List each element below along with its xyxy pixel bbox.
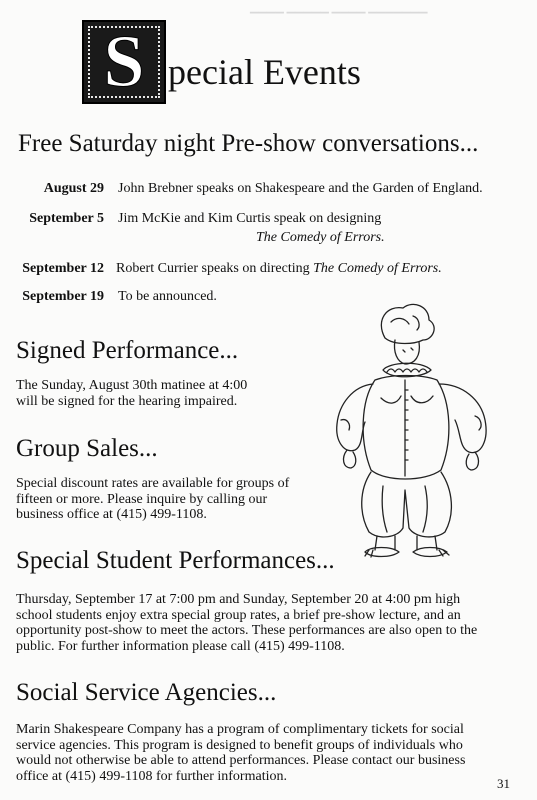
schedule-desc: To be announced. [118, 289, 217, 304]
student-body: Thursday, September 17 at 7:00 pm and Sunday, September 20 at 4:00 pm high school students enjoy extra special group rates, a brief pre-show lecture, and an opportunity post-show to meet the actors. These performances are also open to the public. For further information please call (415) 499-1108. [16, 592, 478, 654]
costume-figure-illustration [325, 300, 505, 568]
page-title: pecial Events [168, 52, 361, 92]
hat-shape [381, 304, 434, 343]
schedule-desc: Jim McKie and Kim Curtis speak on designing [118, 211, 382, 226]
drop-cap-letter: S [103, 21, 145, 103]
preshow-heading: Free Saturday night Pre-show conversations... [18, 130, 479, 157]
group-heading: Group Sales... [16, 435, 158, 462]
schedule-desc-italic: The Comedy of Errors. [313, 261, 442, 276]
schedule-date: September 19 [22, 289, 104, 304]
drop-cap-ornament [82, 20, 166, 104]
student-heading: Special Student Performances... [16, 547, 335, 574]
social-heading: Social Service Agencies... [16, 679, 277, 706]
page-number: 31 [497, 776, 510, 791]
schedule-date: September 12 [22, 261, 104, 276]
schedule-desc [116, 260, 442, 278]
social-body: Marin Shakespeare Company has a program of complimentary tickets for social service agencies. This program is designed to benefit groups of individuals who would not otherwise be able to attend performances. Please contact our business office at (415) 499-1108 for further information. [16, 722, 466, 784]
bleed-through-text: ▔▔▔▔ ▔▔▔▔▔ ▔▔▔▔ ▔▔▔▔▔▔▔ [250, 13, 428, 25]
schedule-date: September 5 [29, 211, 104, 226]
signed-body: The Sunday, August 30th matinee at 4:00 will be signed for the hearing impaired. [16, 378, 248, 409]
schedule-desc-text: Robert Currier speaks on directing [116, 261, 314, 276]
signed-heading: Signed Performance... [16, 337, 239, 364]
group-body: Special discount rates are available for groups of fifteen or more. Please inquire by calling our business office at (415) 499-1108. [16, 476, 290, 522]
schedule-desc-italic: The Comedy of Errors. [256, 230, 385, 245]
breeches-shape [362, 472, 452, 537]
schedule-desc: John Brebner speaks on Shakespeare and the Garden of England. [118, 181, 483, 196]
schedule-date: August 29 [43, 181, 104, 196]
left-shoe [365, 548, 399, 557]
torso-shape [363, 376, 449, 480]
